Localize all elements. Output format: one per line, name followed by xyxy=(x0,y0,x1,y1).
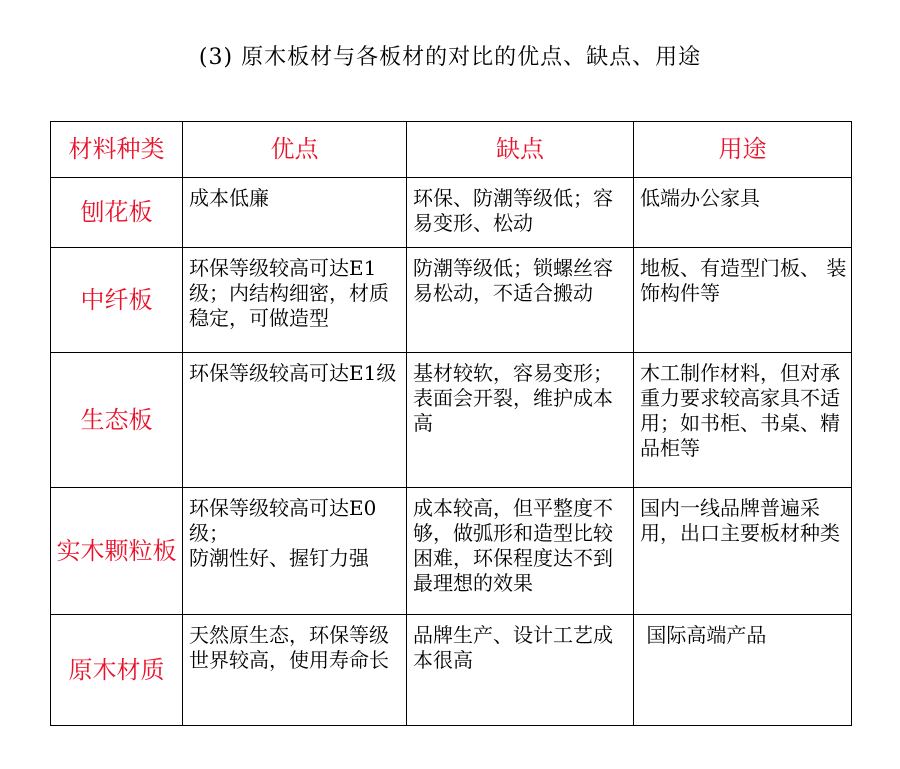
cons-cell: 基材较软，容易变形；表面会开裂，维护成本高 xyxy=(407,353,634,488)
header-uses: 用途 xyxy=(634,122,852,178)
table-row xyxy=(51,178,852,248)
pros-cell: 环保等级较高可达E1级；内结构细密，材质稳定，可做造型 xyxy=(183,248,407,353)
header-pros: 优点 xyxy=(183,122,407,178)
header-material: 材料种类 xyxy=(51,122,183,178)
cons-cell: 环保、防潮等级低；容易变形、松动 xyxy=(407,178,634,248)
pros-cell: 环保等级较高可达E1级 xyxy=(183,353,407,488)
cons-cell: 品牌生产、设计工艺成本很高 xyxy=(407,615,634,726)
comparison-table xyxy=(50,121,852,726)
cons-cell: 成本较高，但平整度不够，做弧形和造型比较困难，环保程度达不到最理想的效果 xyxy=(407,488,634,615)
pros-cell: 天然原生态，环保等级世界较高，使用寿命长 xyxy=(183,615,407,726)
material-name: 中纤板 xyxy=(51,248,183,353)
table-row xyxy=(51,488,852,615)
page-title: (3) 原木板材与各板材的对比的优点、缺点、用途 xyxy=(198,45,702,70)
material-name: 原木材质 xyxy=(51,615,183,726)
table-row xyxy=(51,248,852,353)
uses-cell: 国内一线品牌普遍采用，出口主要板材种类 xyxy=(634,488,852,615)
material-name: 刨花板 xyxy=(51,178,183,248)
uses-cell: 地板、有造型门板、 装饰构件等 xyxy=(634,248,852,353)
pros-cell: 成本低廉 xyxy=(183,178,407,248)
cons-cell: 防潮等级低；锁螺丝容易松动，不适合搬动 xyxy=(407,248,634,353)
uses-cell: 木工制作材料，但对承重力要求较高家具不适用；如书柜、书桌、精品柜等 xyxy=(634,353,852,488)
uses-cell: 低端办公家具 xyxy=(634,178,852,248)
table-header-row xyxy=(51,122,852,178)
uses-cell: 国际高端产品 xyxy=(634,615,852,726)
table-row xyxy=(51,615,852,726)
header-cons: 缺点 xyxy=(407,122,634,178)
material-name: 实木颗粒板 xyxy=(51,488,183,615)
material-name: 生态板 xyxy=(51,353,183,488)
pros-cell: 环保等级较高可达E0级； 防潮性好、握钉力强 xyxy=(183,488,407,615)
table-row xyxy=(51,353,852,488)
